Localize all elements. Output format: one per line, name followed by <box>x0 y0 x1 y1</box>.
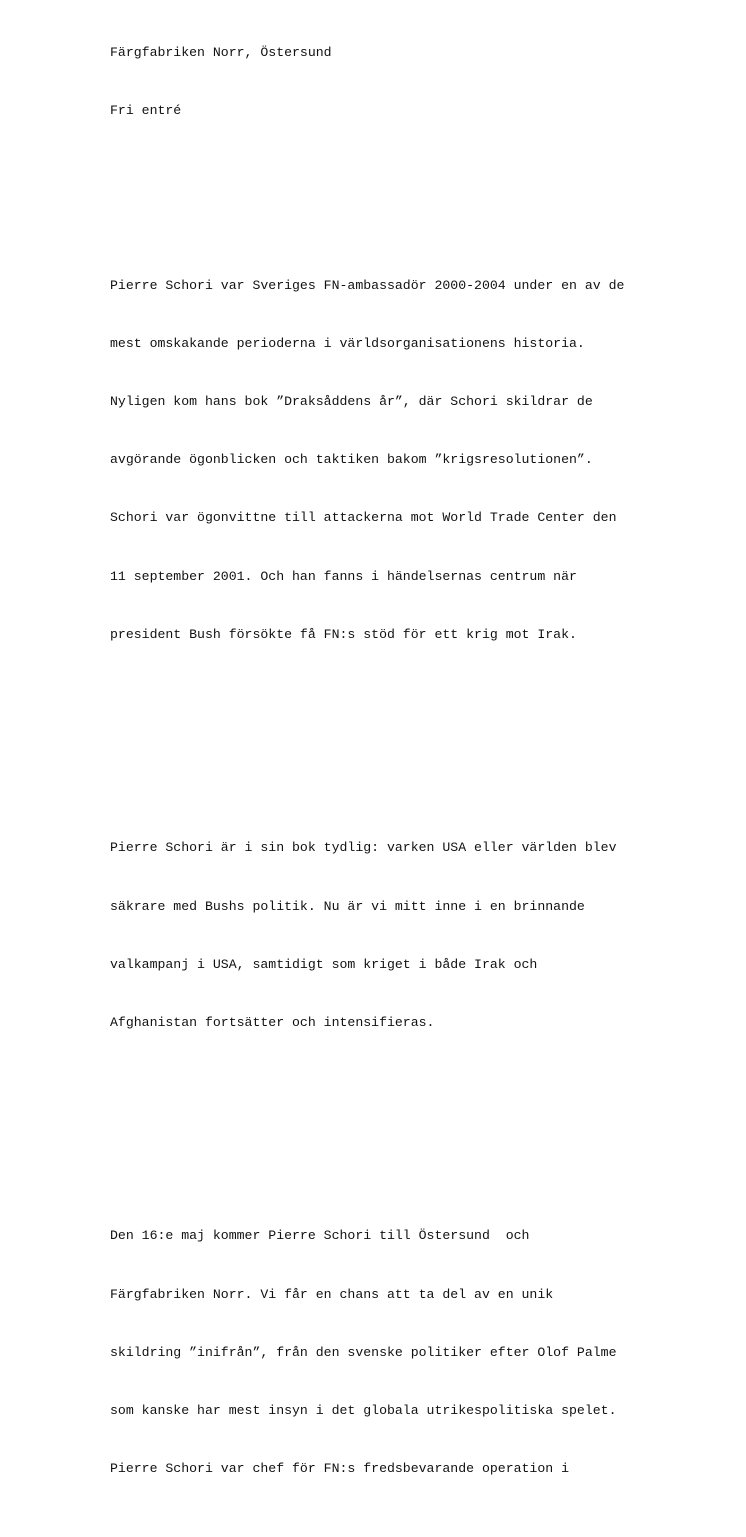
paragraph-line: som kanske har mest insyn i det globala utrikespolitiska spelet. <box>110 1402 617 1418</box>
paragraph-line: Färgfabriken Norr. Vi får en chans att ta del av en unik <box>110 1286 554 1302</box>
admission-line: Fri entré <box>110 103 182 119</box>
venue-line: Färgfabriken Norr, Östersund <box>110 44 332 60</box>
paragraph-line: Den 16:e maj kommer Pierre Schori till Östersund och <box>110 1228 530 1244</box>
paragraph-line: skildring ”inifrån”, från den svenske politiker efter Olof Palme <box>110 1344 617 1360</box>
paragraph-line: avgörande ögonblicken och taktiken bakom ”krigsresolutionen”. <box>110 452 593 468</box>
paragraph-line: säkrare med Bushs politik. Nu är vi mitt inne i en brinnande <box>110 898 585 914</box>
paragraph-2 <box>110 799 740 1071</box>
paragraph-line: valkampanj i USA, samtidigt som kriget i både Irak och <box>110 956 538 972</box>
paragraph-3 <box>110 1188 740 1518</box>
paragraph-line: Afghanistan fortsätter och intensifieras. <box>110 1014 435 1030</box>
paragraph-line: Pierre Schori var Sveriges FN-ambassadör 2000-2004 under en av de <box>110 277 625 293</box>
paragraph-1 <box>110 237 740 683</box>
paragraph-line: Pierre Schori är i sin bok tydlig: varken USA eller världen blev <box>110 840 617 856</box>
paragraph-line: Pierre Schori var chef för FN:s fredsbevarande operation i <box>110 1461 569 1477</box>
paragraph-line: Nyligen kom hans bok ”Draksåddens år”, där Schori skildrar de <box>110 394 593 410</box>
paragraph-gap <box>110 722 740 741</box>
paragraph-line: 11 september 2001. Och han fanns i händelsernas centrum när <box>110 568 577 584</box>
paragraph-gap <box>110 1110 740 1129</box>
paragraph-line: president Bush försökte få FN:s stöd för ett krig mot Irak. <box>110 626 577 642</box>
paragraph-gap <box>110 159 740 178</box>
paragraph-line: mest omskakande perioderna i världsorganisationens historia. <box>110 335 585 351</box>
paragraph-line: Schori var ögonvittne till attackerna mot World Trade Center den <box>110 510 617 526</box>
document-body <box>110 4 740 1537</box>
